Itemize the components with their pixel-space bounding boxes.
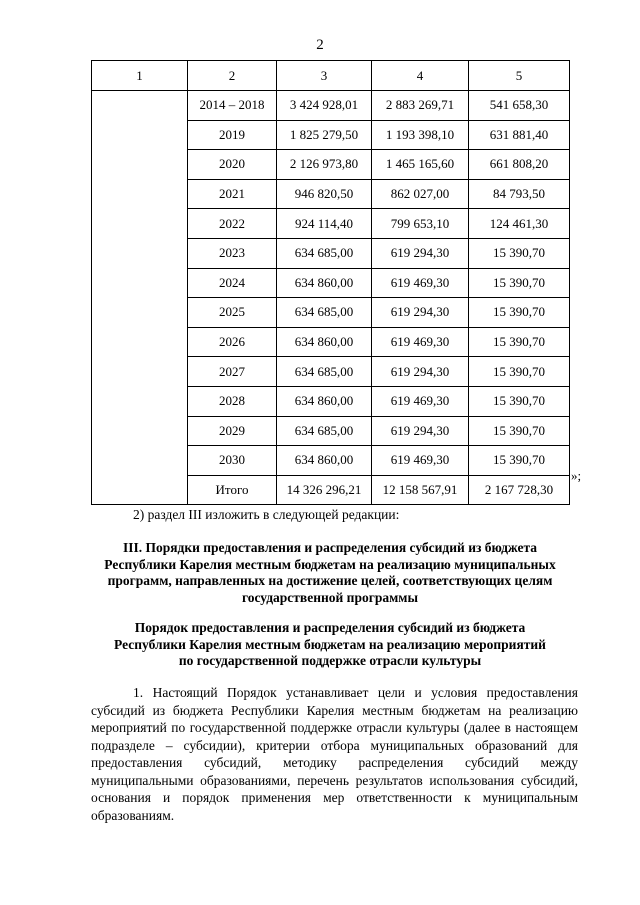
table-cell: 619 469,30: [372, 446, 469, 476]
table-cell: 2019: [188, 120, 277, 150]
table-cell: 2028: [188, 386, 277, 416]
table-cell: 15 390,70: [469, 386, 570, 416]
table-cell: 634 685,00: [277, 298, 372, 328]
column-header: 4: [372, 61, 469, 91]
column-header: 2: [188, 61, 277, 91]
table-cell: 2025: [188, 298, 277, 328]
table-cell: 2023: [188, 238, 277, 268]
table-cell: 924 114,40: [277, 209, 372, 239]
column-header: 5: [469, 61, 570, 91]
heading-line: государственной программы: [241, 589, 419, 605]
table-cell: 15 390,70: [469, 416, 570, 446]
paragraph-1: 1. Настоящий Порядок устанавливает цели и условия предоставления субсидий из бюджета Республики Карелия местным бюджетам на реализацию мероприятий по государственной поддержке отрасли культуры (далее в настоящем подразделе – субсидии), критерии отбора муниципальных образований для предоставления субсидий, методику распределения субсидий между муниципальными образованиями, перечень результатов использования субсидий, основания и порядок применения мер ответственности к муниципальным образованиям.: [91, 685, 578, 823]
table-cell: 634 860,00: [277, 386, 372, 416]
table-cell: 799 653,10: [372, 209, 469, 239]
subsection-heading: [85, 620, 575, 670]
page-number: 2: [316, 37, 324, 53]
table-cell: 946 820,50: [277, 179, 372, 209]
heading-line: программ, направленных на достижение целей, соответствующих целям: [107, 573, 553, 588]
table-body: [92, 91, 570, 505]
table-cell: 619 294,30: [372, 298, 469, 328]
budget-table: [91, 60, 570, 505]
table-cell: 14 326 296,21: [277, 475, 372, 505]
table-cell: 631 881,40: [469, 120, 570, 150]
table-cell: Итого: [188, 475, 277, 505]
table-cell: 15 390,70: [469, 446, 570, 476]
table-cell: 2 883 269,71: [372, 91, 469, 121]
heading-line: по государственной поддержке отрасли культуры: [178, 653, 482, 668]
table-cell: 634 860,00: [277, 327, 372, 357]
table-cell: 634 860,00: [277, 268, 372, 298]
table-cell: 2020: [188, 150, 277, 180]
table-cell: 124 461,30: [469, 209, 570, 239]
table-cell: 2 126 973,80: [277, 150, 372, 180]
table-cell: 619 294,30: [372, 238, 469, 268]
table-cell: 1 193 398,10: [372, 120, 469, 150]
table-cell: 2022: [188, 209, 277, 239]
table-cell: 12 158 567,91: [372, 475, 469, 505]
table-cell: 634 860,00: [277, 446, 372, 476]
table-row: [92, 91, 570, 121]
table-cell: 1 825 279,50: [277, 120, 372, 150]
table-cell: 15 390,70: [469, 268, 570, 298]
table-cell: 15 390,70: [469, 357, 570, 387]
table-cell: 84 793,50: [469, 179, 570, 209]
amendment-item-2: 2) раздел III изложить в следующей редакции:: [133, 507, 400, 522]
table-cell: 2024: [188, 268, 277, 298]
table-cell: 619 294,30: [372, 416, 469, 446]
heading-line: Порядок предоставления и распределения субсидий из бюджета: [134, 620, 526, 635]
table-cell: 661 808,20: [469, 150, 570, 180]
table-cell: 634 685,00: [277, 416, 372, 446]
column-header: 1: [92, 61, 188, 91]
table-cell: 619 469,30: [372, 386, 469, 416]
table-cell: 2027: [188, 357, 277, 387]
table-cell: 15 390,70: [469, 298, 570, 328]
heading-line: Республики Карелия местным бюджетам на реализацию мероприятий: [114, 636, 546, 652]
table-cell: 862 027,00: [372, 179, 469, 209]
table-cell: 3 424 928,01: [277, 91, 372, 121]
table-cell: 2 167 728,30: [469, 475, 570, 505]
table-header-row: [92, 61, 570, 91]
table-cell: 541 658,30: [469, 91, 570, 121]
table-cell: 1 465 165,60: [372, 150, 469, 180]
heading-line: III. Порядки предоставления и распределения субсидий из бюджета: [122, 540, 538, 555]
table-cell: 15 390,70: [469, 327, 570, 357]
table-cell: 2029: [188, 416, 277, 446]
table-closing-quote: »;: [571, 468, 582, 483]
empty-column-1-cell: [92, 91, 188, 505]
table-cell: 15 390,70: [469, 238, 570, 268]
table-cell: 634 685,00: [277, 238, 372, 268]
table-cell: 619 294,30: [372, 357, 469, 387]
section-heading: [85, 540, 575, 606]
table-cell: 619 469,30: [372, 327, 469, 357]
table-cell: 2021: [188, 179, 277, 209]
table-cell: 2014 – 2018: [188, 91, 277, 121]
column-header: 3: [277, 61, 372, 91]
table-cell: 634 685,00: [277, 357, 372, 387]
table-cell: 2030: [188, 446, 277, 476]
table-cell: 619 469,30: [372, 268, 469, 298]
heading-line: Республики Карелия местным бюджетам на реализацию муниципальных: [104, 556, 556, 572]
table-cell: 2026: [188, 327, 277, 357]
